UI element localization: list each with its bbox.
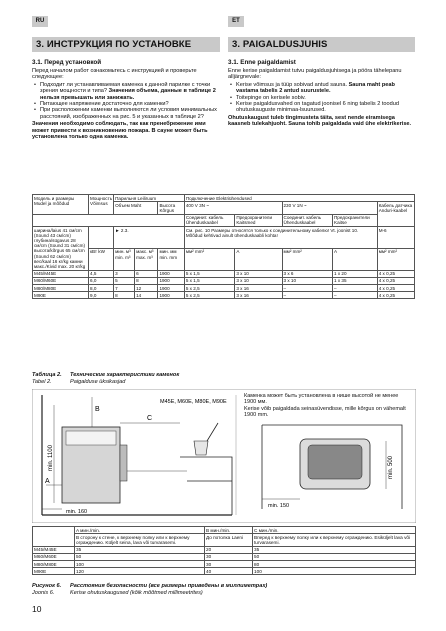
table-cell: 4 x 0,25 — [377, 292, 414, 299]
niche-note-et: Kerise võib paigaldada seinasüvendisse, mille kõrgus on vähemalt 1900 mm. — [244, 405, 406, 419]
table-cell: – — [282, 285, 333, 292]
heater-icon — [300, 439, 370, 489]
table-cell: 1 x 35 — [333, 277, 378, 284]
spec-rows — [33, 270, 415, 299]
table-row — [33, 561, 416, 568]
table-cell: M45/M45E — [33, 546, 75, 553]
dimension-a: A — [45, 478, 50, 485]
table-cell: 120 — [75, 568, 205, 575]
caption-number-et: Joonis 6. — [32, 589, 55, 596]
table-cell: 3 — [114, 270, 135, 277]
table-cell: 5 x 2,5 — [184, 285, 235, 292]
table-cell: 100 — [75, 561, 205, 568]
table-cell: – — [333, 285, 378, 292]
table-cell: 4 x 0,25 — [377, 270, 414, 277]
distance-table — [32, 526, 416, 575]
table-cell: 3 x 16 — [235, 292, 282, 299]
dimensions-cell: ширина/laius 41 см/cm (Sound 43 см/cm) глубина/sügavus 28 см/cm (Sound 31 см/cm) высота/kõrgus 65 см/cm (Sound 62 см/cm) вес/kaal 16 кг/kg камни макс./Kivid max. 20 кг/kg — [33, 227, 89, 271]
header-height: Высота Kõrgus — [158, 202, 184, 214]
header-b: B мин./min. — [205, 527, 253, 534]
table-cell: 1900 — [158, 292, 184, 299]
header-400v: 400 V 3N ~ — [184, 202, 282, 214]
dimension-150: min. 150 — [268, 503, 290, 509]
table-cell: 5 x 1,5 — [184, 277, 235, 284]
table-cell: – — [333, 292, 378, 299]
bullet-text: Kerise võimsus ja tüüp sobivad antud sauna. — [236, 81, 348, 88]
table-cell: M60/M60E — [33, 553, 75, 560]
bullet-text: Подходит ли устанавливаемая каменка к данной парилке с точки зрения мощности и типа? — [40, 81, 211, 95]
table-cell: 9,0 — [89, 292, 114, 299]
list-item: • Питающее напряжение достаточно для каменки? — [32, 101, 220, 107]
unit-fuse-230: A — [333, 248, 378, 270]
table-cell: M80/M80E — [33, 285, 89, 292]
bucket-icon — [194, 423, 218, 455]
caption-number-ru: Таблица 2. — [32, 372, 62, 378]
table-cell: 35 — [75, 546, 205, 553]
table-row — [33, 546, 416, 553]
table-cell: 20 — [205, 546, 253, 553]
column-et — [228, 60, 415, 129]
table-cell: 50 — [253, 553, 416, 560]
dimension-500: min. 500 — [388, 455, 394, 479]
header-c: C мин./min. — [253, 527, 416, 534]
distance-rows — [33, 546, 416, 575]
intro-ru: Перед началом работ ознакомьтесь с инструкцией и проверьте следующее: — [32, 67, 197, 81]
unit-vol-min: мин. м³ min. m³ — [114, 248, 135, 270]
table-row — [33, 553, 416, 560]
note-ref: ► 2.3. — [114, 227, 185, 249]
niche-note-ru: Каменка может быть установлена в нише высотой не менее 1900 мм. — [244, 393, 399, 406]
table-cell: M90E — [33, 292, 89, 299]
table-cell: 6 — [135, 270, 158, 277]
cable-note: См. рис. 10 Размеры относятся только к соединительному кабелю! Vt. joonist 10. Mõõdud kehtivad ainult ühenduskaabli kohta! — [184, 227, 377, 249]
dimension-160: min. 160 — [66, 509, 88, 515]
desc-a: В сторону к стене, к верхнему полку или к верхнему ограждению. Küljelt seina, lava või turvarasemi. — [75, 534, 205, 546]
list-item: • Toitepinge on kerisele sobiv. — [228, 95, 415, 101]
table-cell: 3 x 10 — [235, 277, 282, 284]
list-item — [228, 82, 415, 95]
table-cell: 8 — [114, 292, 135, 299]
table-cell: 1900 — [158, 270, 184, 277]
table-cell: 3 x 16 — [235, 285, 282, 292]
table-cell: 5 x 2,5 — [184, 292, 235, 299]
section-title-et: 3. PAIGALDUSJUHIS — [228, 37, 415, 52]
unit-cable-400: мм² mm² — [184, 248, 235, 270]
table-cell: 5 — [114, 277, 135, 284]
table-cell: 50 — [75, 553, 205, 560]
warning-et: Ohutuskaugust tuleb tingimusteta täita, sest nende eiramisega kaasneb tulekahjuoht. Sauna tohib paigaldada vaid ühe elektrikerise. — [228, 114, 412, 128]
spec-table — [32, 194, 415, 299]
subheading-ru: 3.1. Перед установкой — [32, 59, 102, 66]
header-cable-400: Соединит. кабель Ühenduskaabel — [184, 214, 235, 226]
unit-power: кВт kW — [89, 248, 114, 270]
dimension-1100: min. 1100 — [48, 445, 54, 471]
table-cell: 7 — [114, 285, 135, 292]
table-cell: 30 — [205, 561, 253, 568]
table-row — [33, 292, 415, 299]
table-cell: 1900 — [158, 277, 184, 284]
checklist-ru — [32, 82, 220, 120]
table-cell: 12 — [135, 285, 158, 292]
checklist-et — [228, 82, 415, 114]
table-cell: 3 x 10 — [235, 270, 282, 277]
table-cell: M60/M60E — [33, 277, 89, 284]
table-cell: 100 — [253, 568, 416, 575]
list-item: • Kerise paigaldusvahed on tagatud joonisel 6 ning tabelis 2 toodud ohutuskauguste minimaa-lsuurused. — [228, 101, 415, 114]
dimension-c: C — [147, 415, 153, 422]
column-ru — [32, 60, 220, 141]
unit-cable-230: мм² mm² — [282, 248, 333, 270]
section-title-ru: 3. ИНСТРУКЦИЯ ПО УСТАНОВКЕ — [32, 37, 220, 52]
heater-icon — [62, 427, 127, 503]
header-room: Парильня Leiliruum — [114, 195, 185, 202]
table-row — [33, 270, 415, 277]
table-cell: 30 — [205, 553, 253, 560]
header-power: Мощность Võimsus — [89, 195, 114, 215]
caption-text-ru: Расстояния безопасности (все размеры приведены в миллиметрах) — [70, 583, 268, 589]
caption-text-ru: Технические характеристики каменок — [70, 372, 180, 378]
table-cell: M45/M45E — [33, 270, 89, 277]
sensor-type: М-6 — [377, 227, 414, 249]
caption-number-ru: Рисунок 6. — [32, 583, 62, 589]
page-number: 10 — [32, 604, 42, 614]
dimension-b: B — [95, 406, 100, 413]
intro-et: Enne kerise paigaldamist tutvu paigaldusjuhisega ja pööra tähelepanu alljärgnevale: — [228, 67, 402, 81]
list-item: • При расположении каменки выполняются ли условия минимальных расстояний, изображенных на рис. 5 и указанных в таблице 2? — [32, 107, 220, 120]
table-row — [33, 277, 415, 284]
desc-c: Вперед к верхнему полку или к верхнему ограждению. Esiküljelt lava või turvarasemi. — [253, 534, 416, 546]
header-fuse-230: Предохранители Kaitse — [333, 214, 378, 226]
table-cell: M80/M80E — [33, 561, 75, 568]
table-cell: 4,5 — [89, 270, 114, 277]
bullet-bold-text: Sauna maht peab vastama tabelis 2 antud suurustele. — [236, 81, 395, 95]
table-cell: 3 x 10 — [282, 277, 333, 284]
table-row — [33, 285, 415, 292]
table-cell: 80 — [253, 561, 416, 568]
language-tag-et: ET — [228, 16, 244, 27]
table-cell: 4 x 0,25 — [377, 285, 414, 292]
table-cell: 8 — [135, 277, 158, 284]
table-cell: – — [282, 292, 333, 299]
table-cell: 14 — [135, 292, 158, 299]
table-cell: 1 x 20 — [333, 270, 378, 277]
header-volume: Объем Maht — [114, 202, 158, 214]
header-230v: 230 V 1N ~ — [282, 202, 377, 214]
caption-text-et: Kerise ohutuskaugused (kõik mõõtmed millimeetrites) — [70, 589, 203, 596]
unit-vol-max: макс. м³ max. m³ — [135, 248, 158, 270]
unit-height: мин. мм min. mm — [158, 248, 184, 270]
table-cell: 1900 — [158, 285, 184, 292]
header-a: A мин./min. — [75, 527, 205, 534]
table-row — [33, 568, 416, 575]
subheading-et: 3.1. Enne paigaldamist — [228, 59, 296, 66]
installation-diagram — [32, 389, 416, 523]
table-caption — [32, 372, 179, 385]
header-sensor-cable: Кабель датчика Anduri-kaabel — [377, 202, 414, 227]
table-cell: 6,0 — [89, 277, 114, 284]
table-cell: 5 x 1,5 — [184, 270, 235, 277]
warning-ru: Значения необходимо соблюдать, так как пренебрежение ими может привести к возникновению пожара. В сауне может быть установлена только одна каменка. — [32, 121, 208, 140]
bullet-bold-text: Значения объема, данные в таблице 2 нельзя превышать или занижать. — [40, 88, 216, 101]
table-cell: 8,0 — [89, 285, 114, 292]
model-label: M45E, M60E, M80E, M90E — [160, 399, 227, 405]
desc-b: До потолка Laeni — [205, 534, 253, 546]
header-fuse-400: Предохранители Kaitsmed — [235, 214, 282, 226]
language-tag-ru: RU — [32, 16, 48, 27]
caption-text-et: Paigalduse üksikasjad — [70, 378, 126, 385]
table-cell: 35 — [253, 546, 416, 553]
header-connection: Подключение Elektriühendused — [184, 195, 414, 202]
list-item — [32, 82, 220, 101]
caption-number-et: Tabel 2. — [32, 378, 52, 385]
table-cell: 4 x 0,25 — [377, 277, 414, 284]
table-cell: 3 x 6 — [282, 270, 333, 277]
table-cell: M90E — [33, 568, 75, 575]
table-cell: 40 — [205, 568, 253, 575]
header-model: Модель и размеры Mudel ja mõõdud — [33, 195, 89, 215]
unit-fuse-400: A — [235, 248, 282, 270]
figure-caption — [32, 583, 267, 596]
unit-sensor: мм² mm² — [377, 248, 414, 270]
header-cable-230: Соединит. кабель Ühenduskaabel — [282, 214, 333, 226]
